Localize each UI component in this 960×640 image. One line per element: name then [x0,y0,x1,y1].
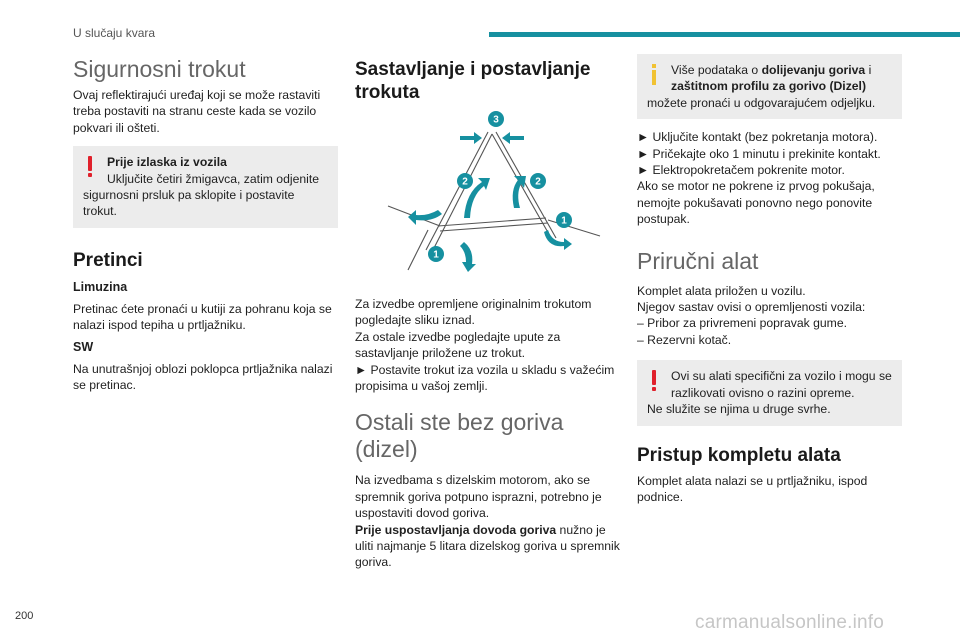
info-link-zastitni-profil: zaštitnom profilu za gorivo (Dizel) [671,79,867,94]
step-2: ► Pričekajte oko 1 minutu i prekinite kontakt. [637,146,881,161]
warning-line-1: Uključite četiri žmigavca, zatim odjenite [107,171,320,186]
info-text-a: Više podataka o [671,63,762,77]
fuel-paragraph-2 [355,522,620,571]
heading-sigurnosni-trokut: Sigurnosni trokut [73,56,246,82]
info-box [637,54,902,119]
step-note: Ako se motor ne pokrene iz prvog pokušaja, nemojte pokušavati ponovno nego ponovite postupak. [637,179,875,227]
column-3 [637,52,902,505]
label-limuzina: Limuzina [73,279,128,294]
warning-icon [87,156,93,178]
triangle-assembly-diagram [368,110,608,280]
arrow-left-icon [502,132,524,144]
limuzina-text: Pretinac ćete pronaći u kutiji za pohranu koja se nalazi ispod tepiha u prtljažniku. [73,301,332,333]
step-1b-label: 1 [432,249,439,261]
curved-arrow-left-icon [408,210,442,225]
step-3-label: 3 [492,114,499,126]
fuel-paragraph-1: Na izvedbama s dizelskim motorom, ako se spremnik goriva potpuno isprazni, potrebno je uspostaviti dovod goriva. [355,473,602,521]
warning-line-2: sigurnosni prsluk pa sklopite i postavite trokut. [83,188,295,219]
tools-list-item-2: – Rezervni kotač. [637,332,732,347]
watermark: carmanualsonline.info [695,612,885,633]
header-accent-bar [489,32,960,37]
triangle-text-1: Za izvedbe opremljene originalnim trokutom pogledajte sliku iznad. [355,297,592,328]
label-sw: SW [73,339,94,354]
info-text-e: možete pronaći u odgovarajućem odjeljku. [647,95,876,110]
info-text-c: i [865,63,872,77]
triangle-text-3: ► Postavite trokut iza vozila u skladu s važećim propisima u vašoj zemlji. [355,362,615,394]
intro-paragraph: Ovaj reflektirajući uređaj koji se može rastaviti treba postaviti na stranu ceste kada se vozilo pokvari ili ošteti. [73,88,321,135]
heading-pretinci: Pretinci [73,249,143,271]
step-3: ► Elektropokretačem pokrenite motor. [637,163,845,178]
tools-paragraph-1: Komplet alata priložen u vozilu. [637,283,806,298]
arrow-right-icon [460,132,482,144]
tools-list-item-1: – Pribor za privremeni popravak gume. [637,316,847,331]
sw-text: Na unutrašnjoj oblozi poklopca prtljažnika nalazi se pretinac. [73,361,333,393]
step-2b-label: 2 [534,176,541,188]
heading-sastavljanje: Sastavljanje i postavljanje trokuta [355,59,591,103]
warning-title: Prije izlaska iz vozila [107,155,227,170]
info-icon [651,64,657,86]
tools-warning-box [637,360,902,425]
step-2a-label: 2 [461,176,468,188]
page-number: 200 [15,610,34,622]
warning-box [73,146,338,228]
fuel-bold-phrase: Prije uspostavljanja dovoda goriva [355,522,557,537]
access-text: Komplet alata nalazi se u prtljažniku, ispod podnice. [637,473,868,504]
section-title: U slučaju kvara [73,26,156,40]
column-1 [73,52,338,393]
triangle-text-2: Za ostale izvedbe pogledajte upute za sastavljanje priložene uz trokut. [355,329,561,361]
curved-arrow-down-right-icon [544,230,572,250]
tools-paragraph-2: Njegov sastav ovisi o opremljenosti vozila: [637,300,866,315]
info-link-dolijevanje: dolijevanju goriva [761,63,866,77]
tools-warning-line-3: Ne služite se njima u druge svrhe. [647,402,831,417]
column-2 [355,52,620,571]
curved-arrow-down-icon [460,242,476,272]
triangle-right-leg [496,132,556,238]
tools-warning-line-2: razlikovati ovisno o razini opreme. [671,385,855,400]
heading-prirucni-alat: Priručni alat [637,247,759,274]
heading-ostali-bez-goriva: Ostali ste bez goriva (dizel) [355,409,564,463]
step-1a-label: 1 [560,215,567,227]
curved-arrow-up-right-icon [512,176,525,208]
tools-warning-line-1: Ovi su alati specifični za vozilo i mogu se [671,369,892,384]
heading-pristup-kompletu: Pristup kompletu alata [637,444,841,466]
step-1: ► Uključite kontakt (bez pokretanja motora). [637,130,878,145]
warning-icon [651,370,657,392]
fuel-paragraph-2-rest: nužno je uliti najmanje 5 litara dizelskog goriva u spremnik goriva. [355,522,620,570]
